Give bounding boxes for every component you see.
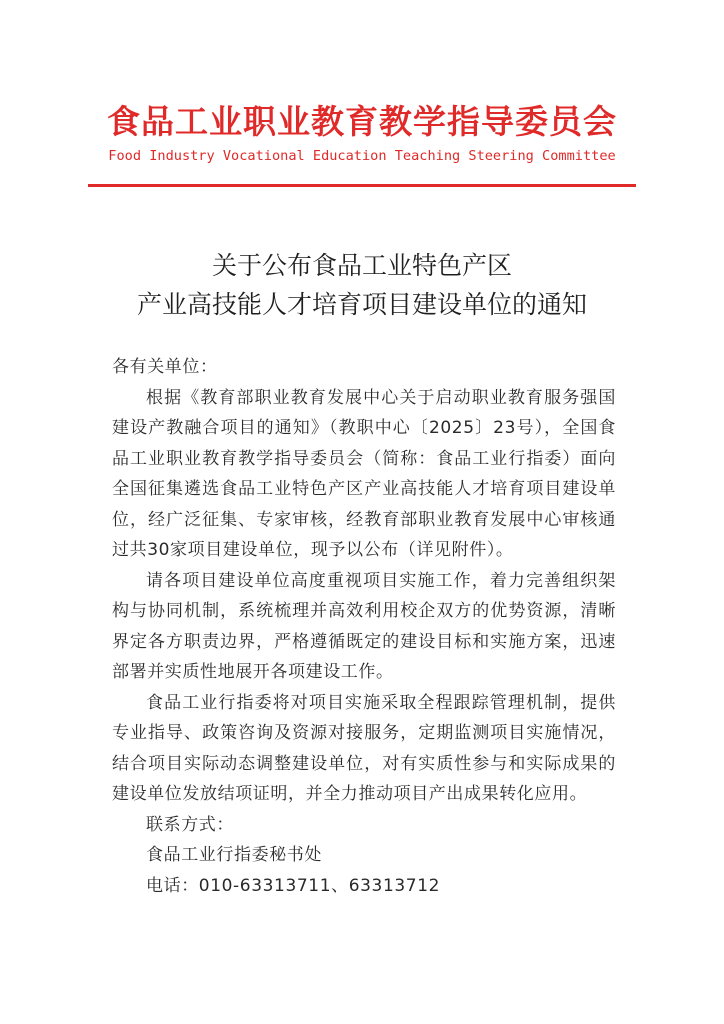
document-title-line-2: 产业高技能人才培育项目建设单位的通知 (136, 290, 587, 319)
paragraph: 请各项目建设单位高度重视项目实施工作，着力完善组织架构与协同机制，系统梳理并高效利用校企双方的优势资源，清晰界定各方职责边界，严格遵循既定的建设目标和实施方案，迅速部署并实质性地展开各项建设工作。 (112, 570, 616, 682)
letterhead-org-name-en: Food Industry Vocational Education Teaching Steering Committee (108, 148, 616, 164)
contact-phone: 电话：010-63313711、63313712 (146, 875, 441, 896)
letterhead-org-name-cn: 食品工业职业教育教学指导委员会 (107, 102, 617, 141)
paragraph: 食品工业行指委将对项目实施采取全程跟踪管理机制，提供专业指导、政策咨询及资源对接服务，定期监测项目实施情况，结合项目实际动态调整建设单位，对有实质性参与和实际成果的建设单位发放结项证明，并全力推动项目产出成果转化应用。 (112, 692, 616, 804)
contact-office: 食品工业行指委秘书处 (146, 845, 322, 865)
document-body (112, 352, 616, 901)
contact-label: 联系方式： (146, 814, 234, 835)
document-title-line-1: 关于公布食品工业特色产区 (211, 251, 512, 280)
letterhead-divider (88, 184, 636, 187)
paragraph: 根据《教育部职业教育发展中心关于启动职业教育服务强国建设产教融合项目的通知》（教职中心〔2025〕23号），全国食品工业职业教育教学指导委员会（简称：食品工业行指委）面向全国征集遴选食品工业特色产区产业高技能人才培育项目建设单位，经广泛征集、专家审核，经教育部职业教育发展中心审核通过共30家项目建设单位，现予以公布（详见附件）。 (112, 387, 616, 560)
salutation: 各有关单位： (112, 357, 218, 377)
